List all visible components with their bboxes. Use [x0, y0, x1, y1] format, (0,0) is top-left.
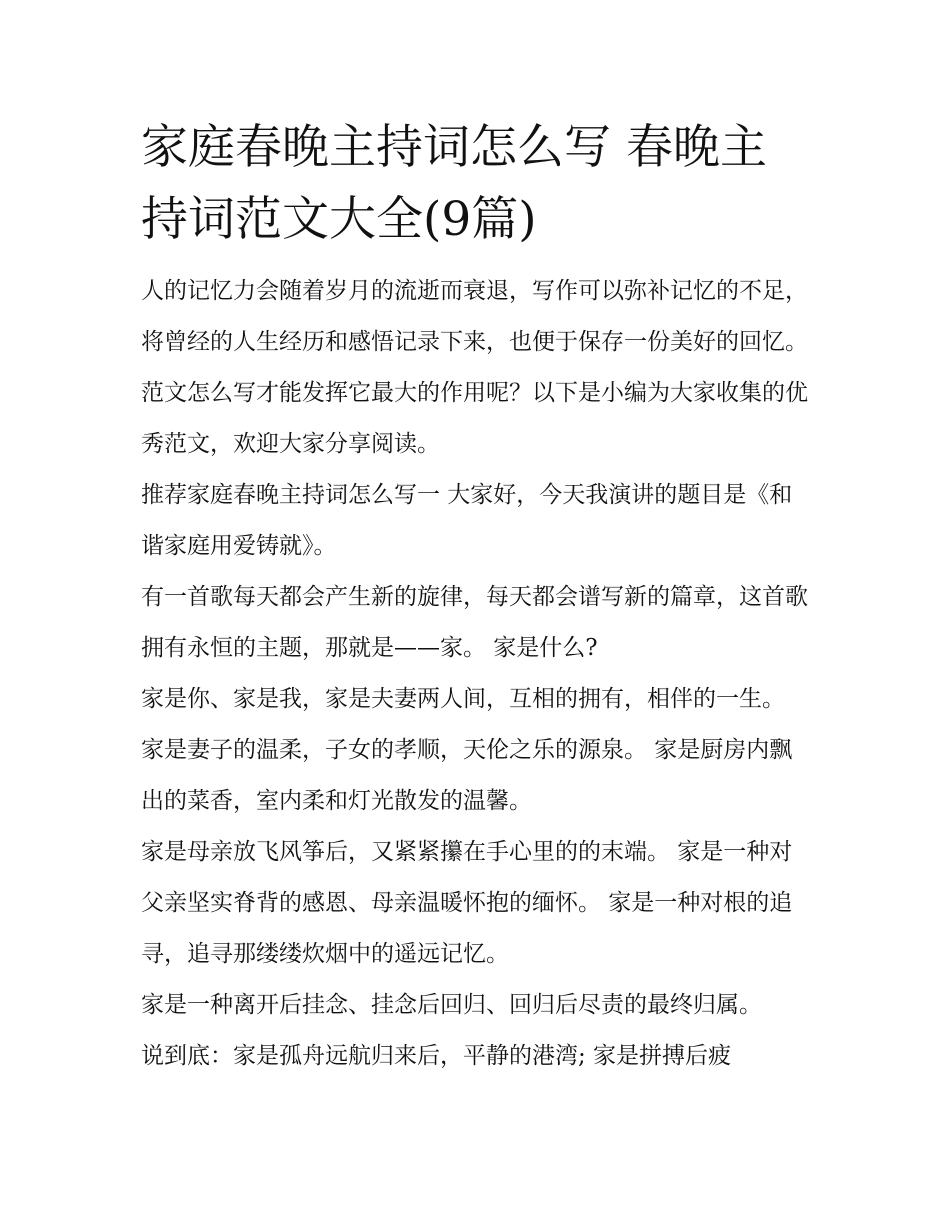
paragraph-recommend: 推荐家庭春晚主持词怎么写一 大家好，今天我演讲的题目是《和谐家庭用爱铸就》。 [141, 482, 793, 559]
paragraph-song: 有一首歌每天都会产生新的旋律，每天都会谱写新的篇章，这首歌拥有永恒的主题，那就是——家。 家是什么? [141, 584, 808, 661]
paragraph-conclusion: 说到底：家是孤舟远航归来后，平静的港湾; 家是拼搏后疲 [141, 1043, 732, 1069]
paragraph-intro: 人的记忆力会随着岁月的流逝而衰退，写作可以弥补记忆的不足，将曾经的人生经历和感悟记录下来，也便于保存一份美好的回忆。范文怎么写才能发挥它最大的作用呢？以下是小编为大家收集的优秀范文，欢迎大家分享阅读。 [141, 278, 808, 457]
paragraph-home-mother: 家是母亲放飞风筝后，又紧紧攥在手心里的的末端。 家是一种对父亲坚实脊背的感恩、母亲温暖怀抱的缅怀。 家是一种对根的追寻，追寻那缕缕炊烟中的遥远记忆。 [141, 839, 793, 967]
paragraph-home-you-me: 家是你、家是我，家是夫妻两人间，互相的拥有，相伴的一生。 家是妻子的温柔，子女的孝顺，天伦之乐的源泉。 家是厨房内飘出的菜香，室内柔和灯光散发的温馨。 [141, 686, 793, 814]
document-page [141, 112, 813, 1082]
paragraph-home-belonging: 家是一种离开后挂念、挂念后回归、回归后尽责的最终归属。 [141, 992, 762, 1018]
document-title: 家庭春晚主持词怎么写 春晚主持词范文大全(9篇) [141, 120, 767, 247]
